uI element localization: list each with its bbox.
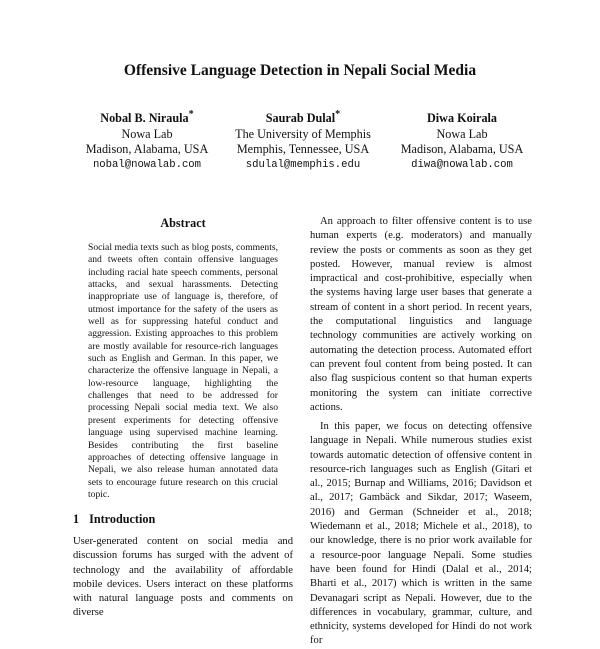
author-location: Memphis, Tennessee, USA bbox=[236, 142, 370, 157]
author-block-1 bbox=[62, 107, 232, 173]
author-name: Diwa Koirala bbox=[426, 111, 498, 126]
author-location: Madison, Alabama, USA bbox=[400, 142, 524, 157]
author-location: Madison, Alabama, USA bbox=[85, 142, 209, 157]
section-heading-introduction bbox=[73, 512, 293, 527]
abstract-text: Social media texts such as blog posts, comments, and tweets often contain offensive languages including racial hate speech comments, personal attacks, and sexual harassments. Detecting inappropriate use of language is, therefore, of utmost importance for the safety of the users as well as for suppressing hateful conduct and aggression. Existing approaches to this problem are mostly available for resource-rich languages such as English and German. In this paper, we characterize the offensive language in Nepali, a low-resource language, highlighting the challenges that need to be addressed for processing Nepali social media text. We also present experiments for detecting offensive language using supervised machine learning. Besides contributing the first baseline approaches of detecting offensive language in Nepali, we also release human annotated data sets to encourage future research on this crucial topic. bbox=[88, 242, 278, 500]
author-block-2 bbox=[223, 107, 383, 173]
abstract-heading: Abstract bbox=[160, 216, 206, 230]
right-column-paragraph-2 bbox=[310, 420, 532, 649]
author-name: Nobal B. Niraula* bbox=[100, 109, 194, 126]
author-email: diwa@nowalab.com bbox=[411, 158, 513, 171]
author-affiliation: Nowa Lab bbox=[436, 126, 488, 141]
paper-title: Offensive Language Detection in Nepali Social Media bbox=[123, 62, 477, 79]
author-block-3 bbox=[382, 107, 542, 173]
section-number: 1 bbox=[73, 512, 80, 526]
author-email: nobal@nowalab.com bbox=[92, 158, 202, 171]
section-title: Introduction bbox=[89, 512, 156, 526]
paragraph: An approach to filter offensive content is to use human experts (e.g. moderators) and manually review the posts or comments as soon as they get posted. However, manual review is almost impractical and cost-prohibitive, especially when the systems having large user bases that generate a stream of content in a short period. In recent years, the computational linguistics and language technology communities are actively working on automating the detection process. Automated effort can prevent foul content from being posted. It can also flag suspicious content so that human experts monitoring the system can initiate corrective actions. bbox=[310, 216, 532, 413]
paragraph: In this paper, we focus on detecting offensive language in Nepali. While numerous studies exist towards automatic detection of offensive content in resource-rich languages such as English (Gitari et al., 2015; Burnap and Williams, 2016; Davidson et al., 2017; Gambäck and Sikdar, 2017; Waseem, 2016) and German (Schneider et al., 2018; Wiedemann et al., 2018; Michele et al., 2018), to our knowledge, there is no prior work available for a resource-poor language Nepali. Some studies have been found for Hindi (Dalal et al., 2014; Bharti et al., 2017) which is written in the same Devanagari script as Nepali. However, due to the differences in vocabulary, grammar, culture, and ethnicity, systems developed for Hindi do not work for bbox=[310, 421, 532, 647]
author-email: sdulal@memphis.edu bbox=[245, 158, 361, 171]
author-affiliation: The University of Memphis bbox=[235, 126, 371, 141]
author-affiliation: Nowa Lab bbox=[121, 126, 173, 141]
right-column-paragraph-1 bbox=[310, 215, 532, 415]
introduction-text: User-generated content on social media and discussion forums has surged with the advent of technology and the availability of affordable mobile devices. Users interact on these platforms with natural language posts and comments on diverse bbox=[73, 536, 293, 619]
author-name: Saurab Dulal* bbox=[265, 109, 341, 126]
